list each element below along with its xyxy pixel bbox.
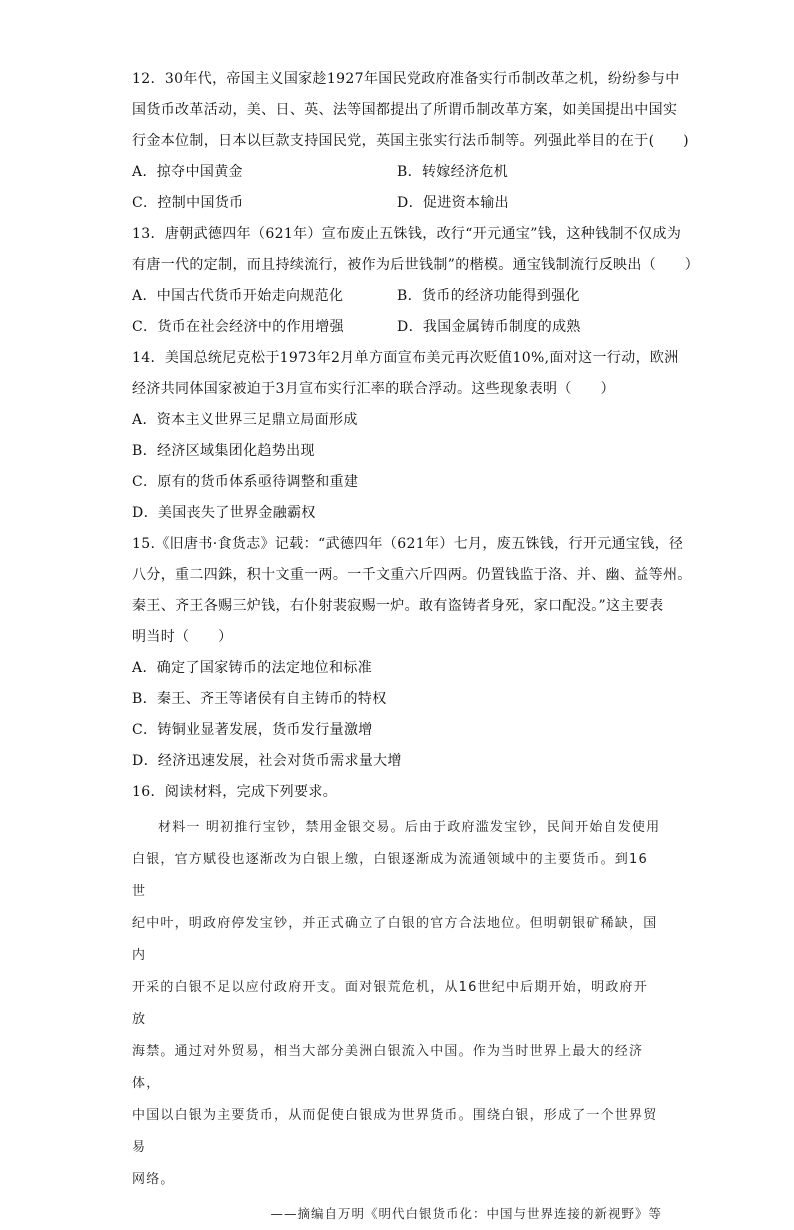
question-stem-line: 14．美国总统尼克松于1973年2月单方面宣布美元再次贬值10%,面对这一行动，欧洲 xyxy=(132,350,679,366)
question-stem-line: 有唐一代的定制，而且持续流行，被作为后世钱制”的楷模。通宝钱制流行反映出（ ） xyxy=(132,257,700,273)
option-b: B．秦王、齐王等诸侯有自主铸币的特权 xyxy=(132,691,387,707)
option-row xyxy=(132,157,662,188)
option-c: C．铸铜业显著发展，货币发行量激增 xyxy=(132,722,373,738)
question-stem-line: 16．阅读材料，完成下列要求。 xyxy=(132,784,338,800)
option-c: C．货币在社会经济中的作用增强 xyxy=(132,319,344,335)
option-b: B．经济区域集团化趋势出现 xyxy=(132,443,315,459)
question-16 xyxy=(132,777,662,1230)
material-line: 海禁。通过对外贸易，相当大部分美洲白银流入中国。作为当时世界上最大的经济体， xyxy=(132,1044,644,1091)
option-row xyxy=(132,312,662,343)
option-d: D．我国金属铸币制度的成熟 xyxy=(397,319,581,335)
question-13 xyxy=(132,219,700,343)
question-stem-line: 明当时（ ） xyxy=(132,629,233,645)
option-a: A．资本主义世界三足鼎立局面形成 xyxy=(132,412,358,428)
option-d: D．促进资本输出 xyxy=(397,195,510,211)
option-a: A．确定了国家铸币的法定地位和标准 xyxy=(132,660,373,676)
question-15 xyxy=(132,529,692,777)
material-passage xyxy=(132,812,662,1230)
question-stem-line: 行金本位制，日本以巨款支持国民党，英国主张实行法币制等。列强此举目的在于( ) xyxy=(132,133,689,149)
question-stem-line: 秦王、齐王各赐三炉钱，右仆射裴寂赐一炉。敢有盗铸者身死，家口配没。”这主要表 xyxy=(132,598,664,614)
option-a: A．中国古代货币开始走向规范化 xyxy=(132,288,344,304)
option-a: A．掠夺中国黄金 xyxy=(132,164,243,180)
material-line: 纪中叶，明政府停发宝钞，并正式确立了白银的官方合法地位。但明朝银矿稀缺，国内 xyxy=(132,916,658,963)
question-stem-line: 八分，重二四銖，积十文重一两。一千文重六斤四两。仍置钱监于洛、并、幽、益等州。 xyxy=(132,567,692,583)
document-page xyxy=(132,64,700,1230)
question-stem-line: 13．唐朝武德四年（621年）宣布废止五铢钱，改行“开元通宝”钱，这种钱制不仅成为 xyxy=(132,226,682,242)
material-line: 材料一 明初推行宝钞，禁用金银交易。后由于政府滥发宝钞，民间开始自发使用 xyxy=(158,820,661,835)
option-b: B．货币的经济功能得到强化 xyxy=(397,288,580,304)
option-row xyxy=(132,281,662,312)
option-d: D．美国丧失了世界金融霸权 xyxy=(132,505,316,521)
question-stem-line: 12．30年代，帝国主义国家趁1927年国民党政府准备实行币制改革之机，纷纷参与中 xyxy=(132,71,680,87)
option-row xyxy=(132,188,662,219)
option-c: C．控制中国货币 xyxy=(132,195,244,211)
question-stem-line: 经济共同体国家被迫于3月宣布实行汇率的联合浮动。这些现象表明（ ） xyxy=(132,381,615,397)
material-source: ——摘编自万明《明代白银货币化：中国与世界连接的新视野》等 xyxy=(270,1206,662,1221)
option-d: D．经济迅速发展，社会对货币需求量大增 xyxy=(132,753,402,769)
question-stem-line: 国货币改革活动，美、日、英、法等国都提出了所谓币制改革方案，如美国提出中国实 xyxy=(132,102,678,118)
material-line: 网络。 xyxy=(132,1172,175,1187)
material-line: 开采的白银不足以应付政府开支。面对银荒危机，从16世纪中后期开始，明政府开放 xyxy=(132,980,648,1027)
material-line: 白银，官方赋役也逐渐改为白银上缴，白银逐渐成为流通领域中的主要货币。到16世 xyxy=(132,852,648,899)
option-b: B．转嫁经济危机 xyxy=(397,164,509,180)
question-14 xyxy=(132,343,679,529)
question-12 xyxy=(132,64,689,219)
material-line: 中国以白银为主要货币，从而促使白银成为世界货币。围绕白银，形成了一个世界贸易 xyxy=(132,1108,658,1155)
question-stem-line: 15.《旧唐书·食货志》记载：“武德四年（621年）七月，废五铢钱，行开元通宝钱，径 xyxy=(132,536,684,552)
option-c: C．原有的货币体系亟待调整和重建 xyxy=(132,474,359,490)
